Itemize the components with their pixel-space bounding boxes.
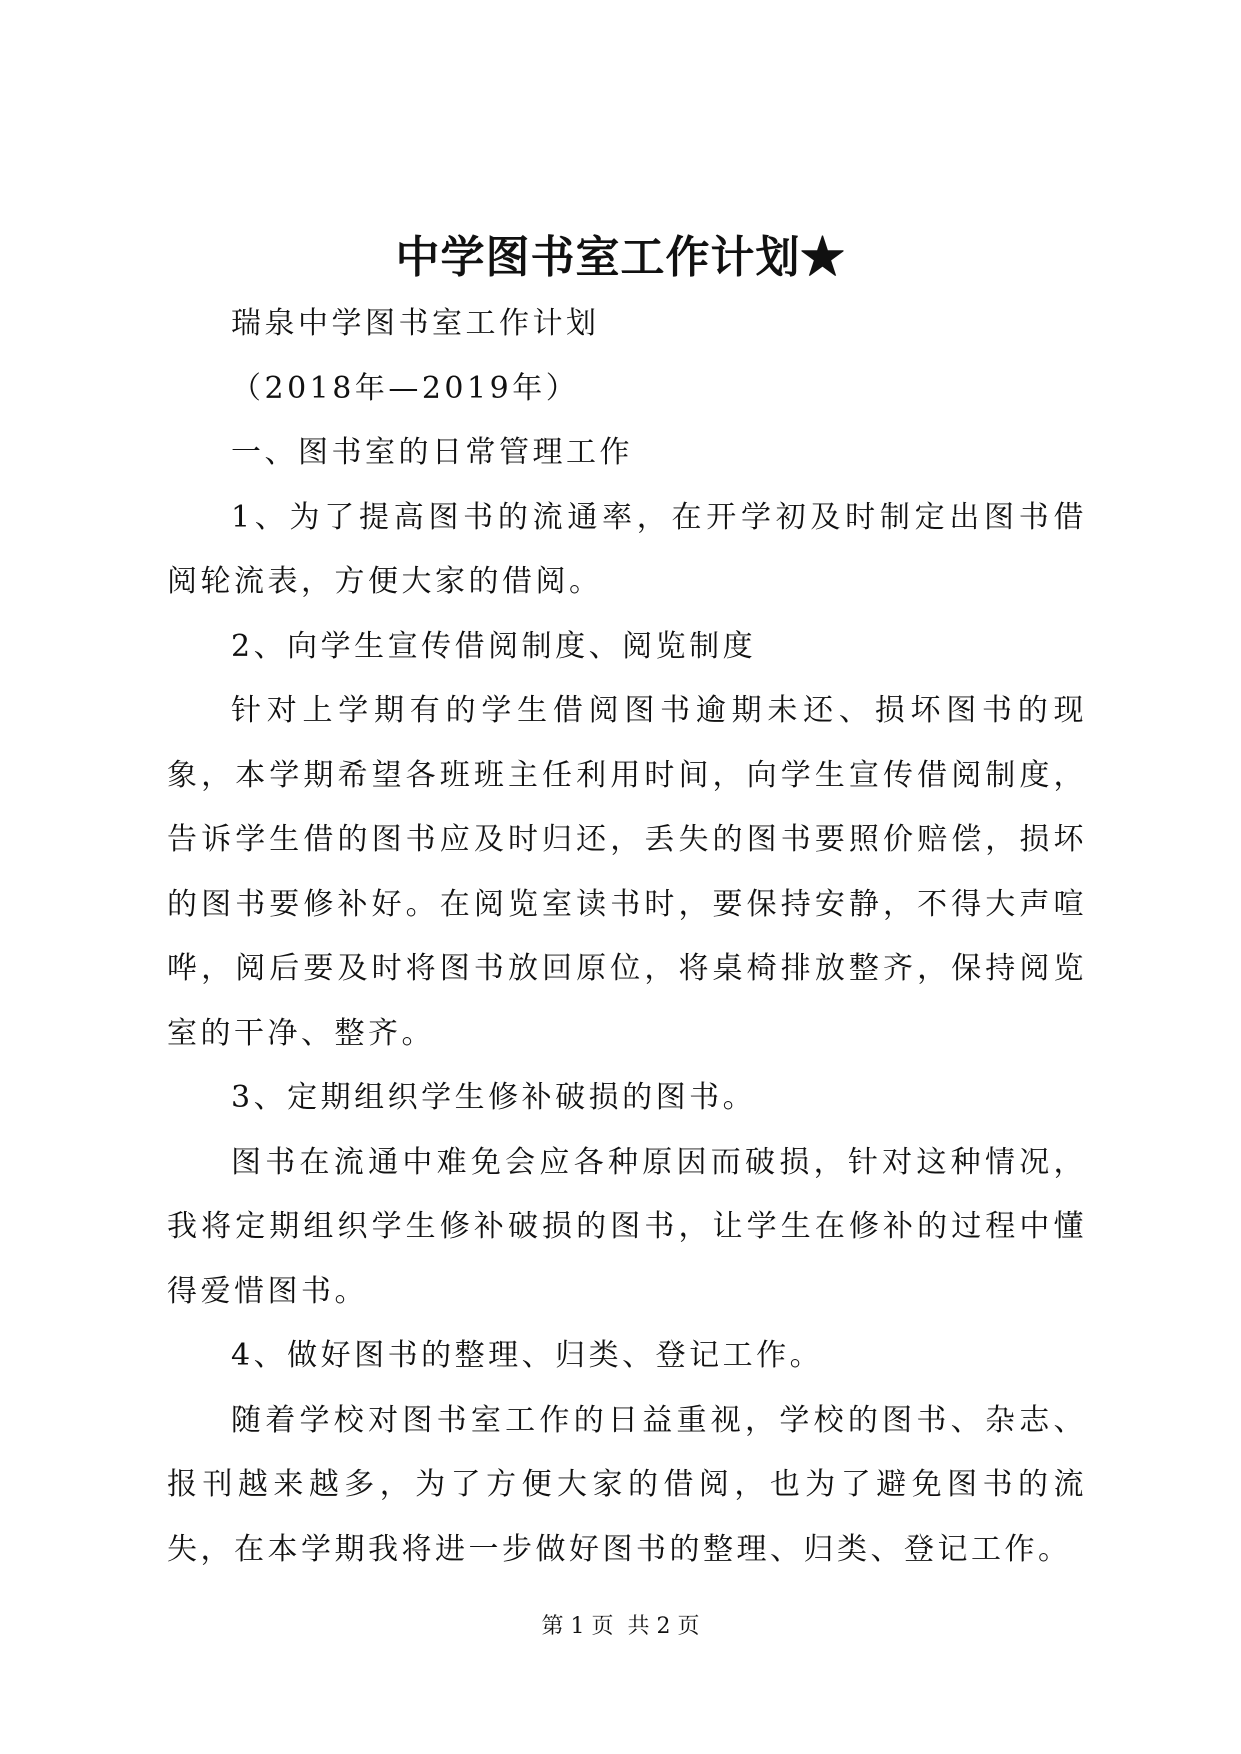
- page-number-label: 第 1 页 共 2 页: [541, 1614, 700, 1639]
- paragraph: 2、向学生宣传借阅制度、阅览制度: [231, 628, 757, 664]
- section-heading: 一、图书室的日常管理工作: [231, 435, 633, 470]
- paragraph: 3、定期组织学生修补破损的图书。: [231, 1080, 757, 1115]
- paragraph: （2018年—2019年）: [231, 370, 580, 406]
- paragraph: 针对上学期有的学生借阅图书逾期未还、损坏图书的现象，本学期希望各班班主任利用时间，向学生宣传借阅制度，告诉学生借的图书应及时归还，丢失的图书要照价赔偿，损坏的图书要修补好。在阅览室读书时，要保持安静，不得大声喧哗，阅后要及时将图书放回原位，将桌椅排放整齐，保持阅览室的干净、整齐。: [167, 693, 1087, 1051]
- page-footer: [0, 1612, 1241, 1642]
- paragraph: 图书在流通中难免会应各种原因而破损，针对这种情况，我将定期组织学生修补破损的图书，让学生在修补的过程中懂得爱惜图书。: [167, 1144, 1087, 1309]
- paragraph: 瑞泉中学图书室工作计划: [231, 306, 600, 341]
- paragraph: 随着学校对图书室工作的日益重视，学校的图书、杂志、报刊越来越多，为了方便大家的借阅，也为了避免图书的流失，在本学期我将进一步做好图书的整理、归类、登记工作。: [167, 1402, 1087, 1567]
- document-body: [167, 292, 1087, 1582]
- document-title: 中学图书室工作计划★: [395, 232, 846, 283]
- paragraph: 4、做好图书的整理、归类、登记工作。: [231, 1338, 824, 1373]
- paragraph: 1、为了提高图书的流通率，在开学初及时制定出图书借阅轮流表，方便大家的借阅。: [167, 499, 1087, 599]
